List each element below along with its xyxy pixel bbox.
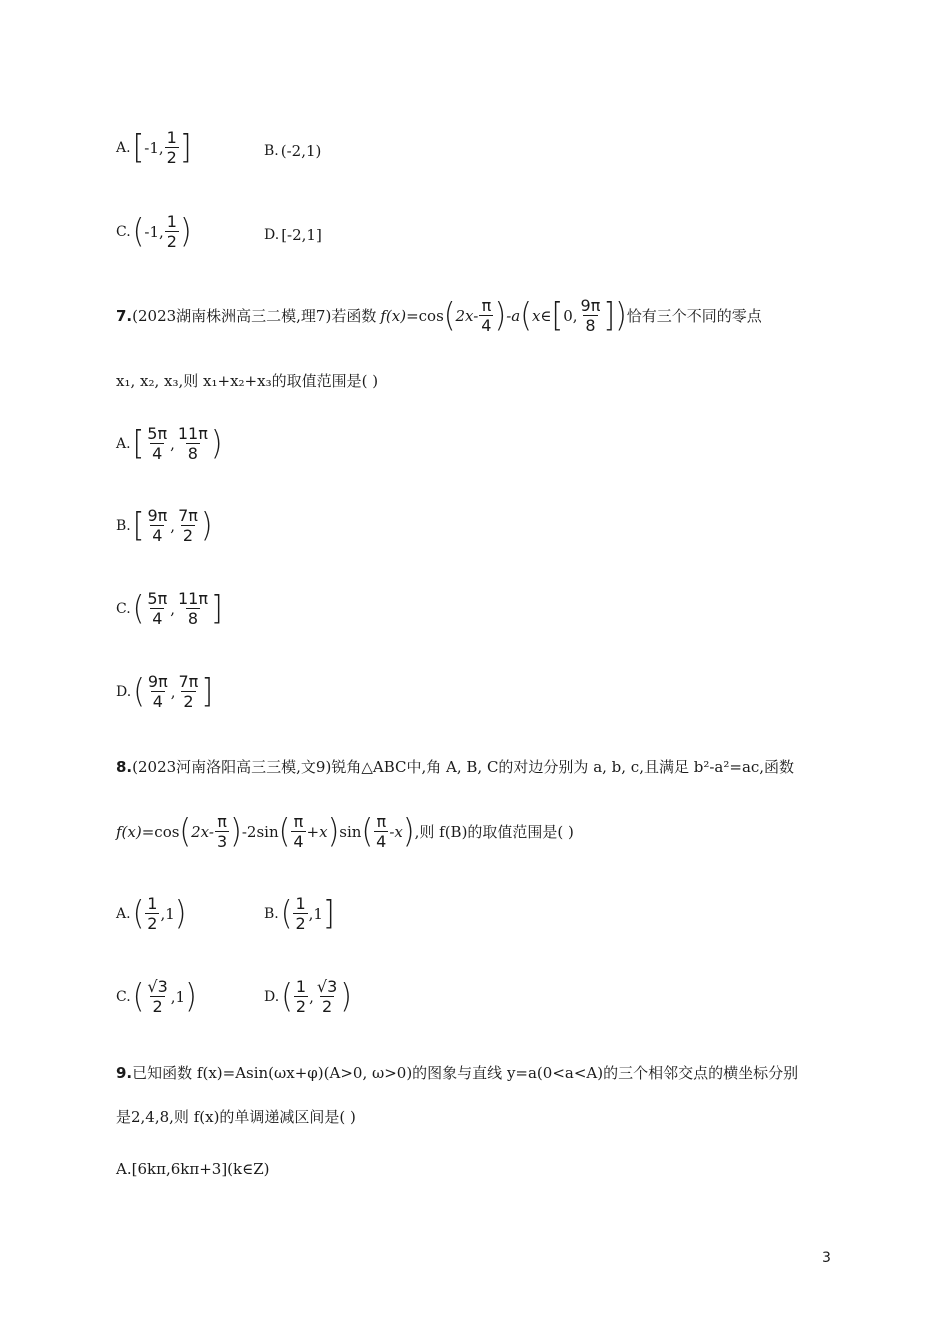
q9-stem-line-1: [116, 1062, 798, 1083]
paren-open: (: [443, 295, 456, 335]
denominator: 4: [152, 526, 163, 545]
bracket-open: [: [132, 127, 145, 167]
numerator: 1: [295, 894, 306, 913]
bracket-open: (: [132, 588, 145, 628]
denominator: 2: [152, 997, 163, 1016]
numerator: 5π: [147, 589, 168, 608]
arg-text: 2x-: [455, 306, 479, 325]
cos-text: =cos: [141, 822, 180, 841]
denominator: 4: [376, 832, 387, 851]
numerator: 9π: [147, 672, 168, 691]
option-label: C.: [116, 223, 131, 240]
option-text: A.[6kπ,6kπ+3](k∈Z): [116, 1160, 270, 1178]
interval-right: ,1: [160, 904, 175, 923]
q9-stem-text: 已知函数 f(x)=Asin(ωx+φ)(A>0, ω>0)的图象与直线 y=a(0<a<A)的三个相邻交点的横坐标分别: [132, 1064, 799, 1082]
fraction: [291, 812, 305, 851]
sin-text: -2sin: [241, 822, 279, 841]
fraction: [579, 296, 603, 335]
q8-stem-text: (2023河南洛阳高三三模,文9)锐角△ABC中,角 A, B, C的对边分别为 a, b, c,且满足 b²-a²=ac,函数: [132, 758, 795, 776]
fraction: [145, 424, 169, 463]
function-name: f(x): [116, 822, 142, 841]
denominator: 3: [216, 832, 228, 851]
bracket-open: (: [132, 893, 145, 933]
paren-close: ): [615, 295, 627, 335]
q7-option-b[interactable]: B. [ $\frac{9\pi}{4}$ , $\frac{7\pi}{2}$ ): [116, 505, 213, 545]
denominator: 4: [152, 692, 163, 711]
numerator: 7π: [178, 506, 198, 525]
arg-text: 2x-: [191, 822, 214, 841]
paren-open: (: [361, 811, 374, 851]
denominator: 2: [295, 914, 306, 933]
numerator: 1: [295, 977, 307, 996]
option-label: B.: [264, 905, 279, 922]
q8-option-a[interactable]: [116, 894, 187, 933]
fraction: [315, 977, 339, 1016]
fraction: [176, 589, 210, 628]
numerator: 5π: [147, 424, 168, 443]
bracket-close: ): [185, 976, 197, 1016]
option-label: D.: [116, 683, 132, 700]
q7-option-d[interactable]: D. ( $\frac{9\pi}{4}$ , $\frac{7\pi}{2}$ ]: [116, 671, 214, 711]
bracket-close: ]: [322, 893, 335, 933]
q9-option-a[interactable]: [116, 1160, 270, 1178]
q6-option-b[interactable]: [264, 142, 321, 160]
minus-a: -a: [506, 306, 521, 325]
q8-option-c[interactable]: [116, 977, 197, 1016]
option-label: D.: [264, 227, 280, 243]
bracket-close: ): [340, 976, 352, 1016]
q7-stem-line-1: [116, 296, 762, 335]
q6-option-a[interactable]: [116, 128, 192, 167]
function-name: f(x): [380, 306, 407, 325]
q8-options-row-2: [116, 976, 352, 1016]
q6-option-d[interactable]: [264, 226, 322, 244]
fraction: [374, 812, 388, 851]
fraction: [215, 812, 229, 851]
q7-option-a[interactable]: A. [ $\frac{5\pi}{4}$ , $\frac{11\pi}{8}$ ): [116, 423, 223, 463]
numerator: 11π: [177, 589, 208, 608]
fraction: [293, 894, 307, 933]
option-label: C.: [116, 988, 131, 1005]
denominator: 8: [187, 444, 198, 463]
option-label: A.: [116, 139, 131, 156]
fraction: [146, 672, 170, 711]
paren-close: ): [494, 295, 507, 335]
question-number: 7.: [116, 306, 133, 325]
denominator: 2: [166, 232, 177, 251]
q8-stem-line-1: [116, 756, 794, 777]
sin-text: sin: [339, 822, 362, 841]
denominator: 8: [585, 316, 596, 335]
denominator: 2: [183, 692, 194, 711]
bracket-close: ): [174, 893, 187, 933]
q9-stem-text-2: 是2,4,8,则 f(x)的单调递减区间是( ): [116, 1108, 356, 1126]
interval-left: -1,: [144, 138, 164, 157]
paren-open: (: [179, 811, 192, 851]
bracket-close: ]: [603, 295, 616, 335]
denominator: 2: [182, 526, 194, 545]
bracket-open: (: [132, 211, 145, 251]
numerator: 11π: [177, 424, 208, 443]
numerator: π: [376, 812, 387, 831]
domain-text: x∈: [531, 306, 552, 325]
bracket-open: (: [280, 893, 293, 933]
numerator: √3: [316, 977, 338, 996]
numerator: 9π: [580, 296, 601, 315]
paren-close: ): [230, 811, 242, 851]
numerator: √3: [147, 977, 168, 996]
numerator: π: [217, 812, 227, 831]
numerator: 1: [147, 894, 158, 913]
numerator: 7π: [178, 672, 199, 691]
fraction: [145, 977, 169, 1016]
numerator: π: [481, 296, 492, 315]
q6-options-row-1: [116, 127, 322, 167]
q7-stem-line-2: [116, 370, 378, 391]
numerator: 1: [166, 128, 177, 147]
minus-x: -x: [389, 822, 403, 841]
interval-left: -1,: [144, 222, 164, 241]
numerator: 1: [166, 212, 177, 231]
q8-option-b[interactable]: [264, 894, 335, 933]
numerator: π: [293, 812, 304, 831]
q8-stem-tail: ,则 f(B)的取值范围是( ): [414, 823, 574, 841]
denominator: 2: [147, 914, 158, 933]
denominator: 8: [187, 609, 199, 628]
fraction: [294, 977, 308, 1016]
denominator: 4: [152, 609, 163, 628]
denominator: 4: [481, 316, 492, 335]
domain-left: 0,: [563, 306, 578, 325]
q8-options-row-1: [116, 893, 335, 933]
fraction: [479, 296, 493, 335]
fraction: [165, 212, 179, 251]
q7-stem-text-2: x₁, x₂, x₃,则 x₁+x₂+x₃的取值范围是( ): [116, 372, 379, 390]
bracket-open: (: [132, 976, 145, 1016]
q6-options-row-2: [116, 211, 322, 251]
denominator: 4: [152, 444, 163, 463]
q9-stem-line-2: [116, 1106, 356, 1127]
plus-x: +x: [306, 822, 328, 841]
denominator: 2: [166, 148, 177, 167]
bracket-close: ): [210, 423, 223, 463]
bracket-open: [: [132, 505, 145, 545]
q7-stem-text: (2023湖南株洲高三二模,理7)若函数: [132, 307, 377, 325]
q6-option-c[interactable]: [116, 212, 192, 251]
cos-text: =cos: [406, 306, 444, 325]
bracket-close: ]: [201, 671, 214, 711]
bracket-open: (: [133, 671, 145, 711]
option-text: (-2,1): [280, 142, 322, 160]
bracket-close: ]: [210, 588, 223, 628]
page-number: 3: [822, 1250, 831, 1266]
q7-option-c[interactable]: C. ( $\frac{5\pi}{4}$ , $\frac{11\pi}{8}$ ]: [116, 588, 223, 628]
fraction: [177, 672, 201, 711]
paren-close: ): [327, 811, 340, 851]
interval-right: ,1: [170, 987, 186, 1006]
bracket-open: [: [132, 423, 145, 463]
denominator: 4: [293, 832, 304, 851]
q7-stem-text-end: 恰有三个不同的零点: [626, 307, 762, 325]
bracket-close: ): [200, 505, 213, 545]
question-number: 9.: [116, 1063, 133, 1082]
option-label: A.: [116, 905, 131, 922]
question-number: 8.: [116, 757, 133, 776]
option-text: [-2,1]: [281, 226, 322, 244]
q8-option-d[interactable]: D. ( $\frac{1}{2}$ , $\frac{√3}{2}$ ): [264, 976, 352, 1016]
bracket-open: [: [551, 295, 564, 335]
paren-open: (: [278, 811, 291, 851]
fraction: [145, 589, 169, 628]
bracket-open: (: [281, 976, 293, 1016]
option-label: B.: [264, 143, 279, 159]
fraction: [176, 424, 210, 463]
fraction: [165, 128, 179, 167]
paren-open: (: [520, 295, 532, 335]
bracket-close: ): [179, 211, 192, 251]
fraction: [145, 894, 159, 933]
denominator: 2: [321, 997, 333, 1016]
option-label: C.: [116, 600, 131, 617]
interval-right: ,1: [308, 904, 323, 923]
option-label: A.: [116, 435, 131, 452]
q8-stem-line-2: [116, 812, 574, 851]
option-label: B.: [116, 517, 131, 534]
paren-close: ): [402, 811, 415, 851]
fraction: [176, 506, 200, 545]
option-label: D.: [264, 988, 280, 1005]
fraction: [145, 506, 169, 545]
bracket-close: ]: [179, 127, 192, 167]
denominator: 2: [295, 997, 307, 1016]
numerator: 9π: [147, 506, 168, 525]
